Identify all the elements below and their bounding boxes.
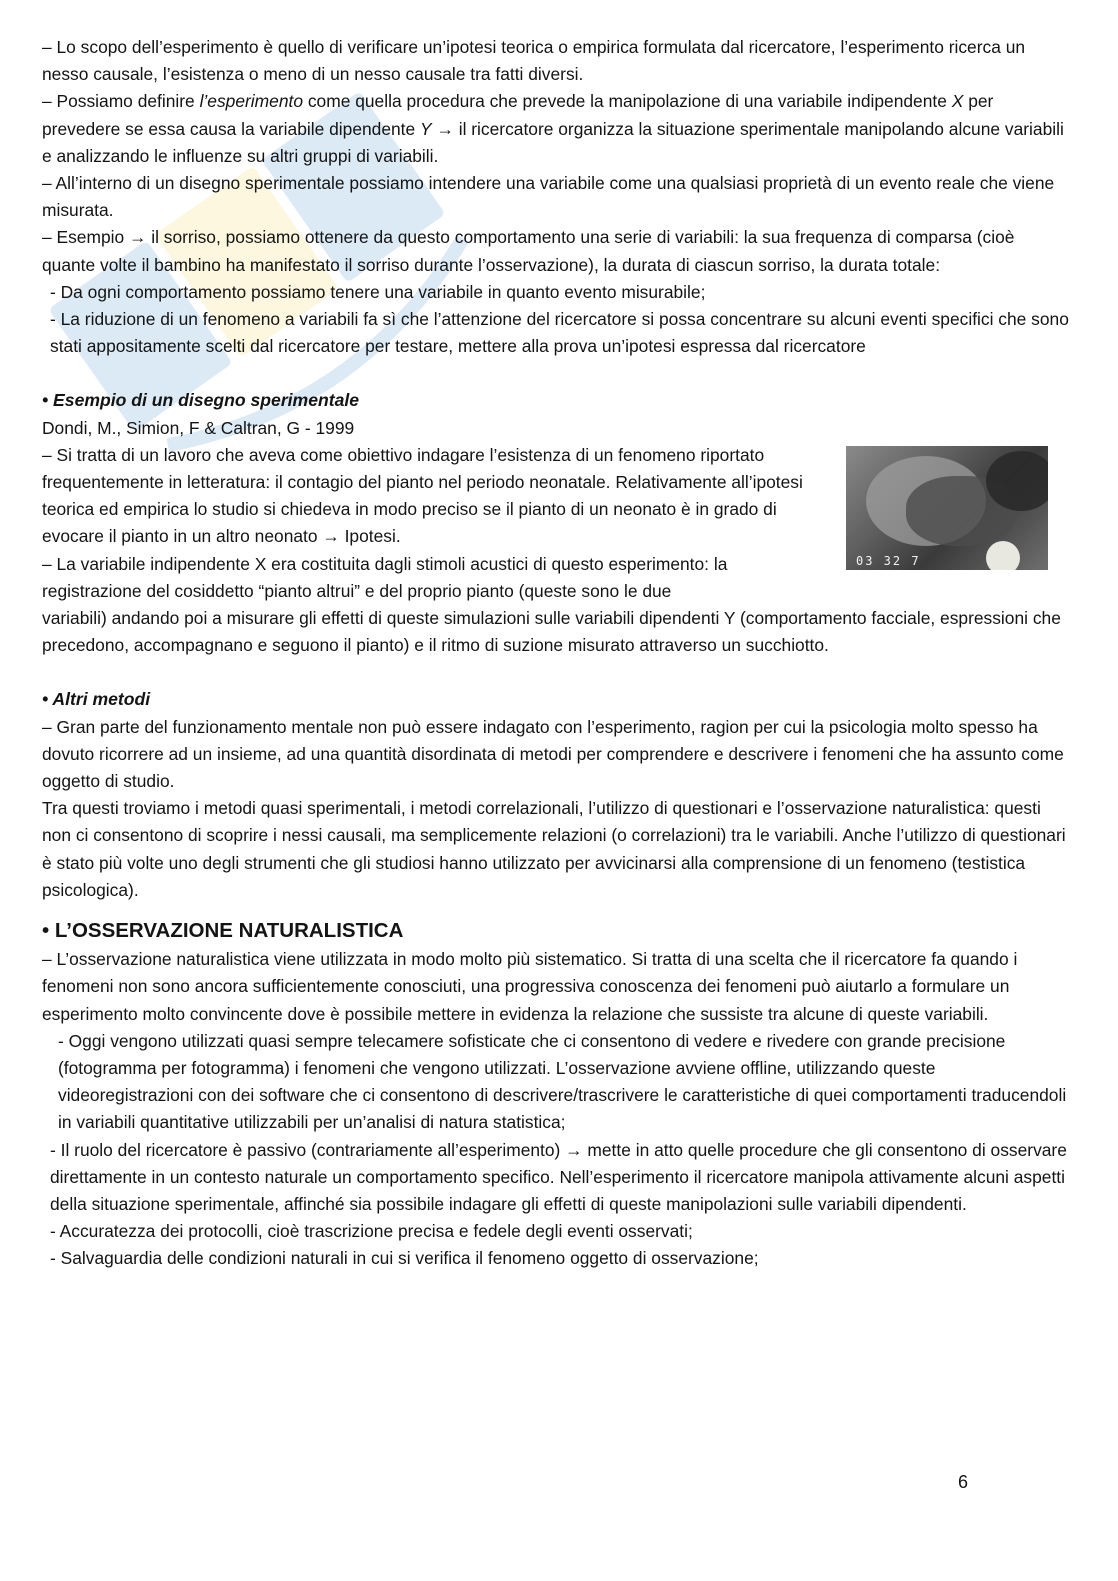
photo-timestamp: 03 32 7	[856, 553, 921, 568]
page-number: 6	[958, 1472, 969, 1492]
intro-paragraph-1: – Lo scopo dell’esperimento è quello di verificare un’ipotesi teorica o empirica formulata dal ricercatore, l’esperimento ricerca un nesso causale, l’esistenza o meno di un nesso causale tra fatti diversi.	[42, 37, 1026, 85]
observation-bullet-1: - Accuratezza dei protocolli, cioè trascrizione precisa e fedele degli eventi osservati;	[50, 1221, 693, 1242]
example-citation: Dondi, M., Simion, F & Caltran, G - 1999	[42, 417, 355, 438]
observation-paragraph-2: - Oggi vengono utilizzati quasi sempre telecamere sofisticate che ci consentono di vedere e rivedere con grande precisione (fotogramma per fotogramma) i fenomeni che vengono utilizzati. L’osservazione avviene offline, utilizzando queste videoregistrazioni con dei software che ci consentono di descrivere/trascrivere le caratteristiche di quei comportamenti traducendoli in variabili quantitative utilizzabili per un’analisi di natura statistica;	[58, 1030, 1067, 1133]
intro-bullet-1: - Da ogni comportamento possiamo tenere una variabile in quanto evento misurabile;	[50, 281, 706, 302]
section-title-example: • Esempio di un disegno sperimentale	[42, 390, 360, 411]
example-paragraph-2: – La variabile indipendente X era costituita dagli stimoli acustici di questo esperimento: la registrazione del cosiddetto “pianto altrui” e del proprio pianto (queste sono le due	[42, 553, 728, 601]
observation-bullet-2: - Salvaguardia delle condizioni naturali in cui si verifica il fenomeno oggetto di osservazione;	[50, 1248, 759, 1269]
example-paragraph-1: – Si tratta di un lavoro che aveva come obiettivo indagare l’esistenza di un fenomeno riportato frequentemente in letteratura: il contagio del pianto nel periodo neonatale. Relativamente all’ipotesi teorica ed empirica lo studio si chiedeva in modo preciso se il pianto di un neonato è in grado di evocare il pianto in un altro neonato → Ipotesi.	[42, 444, 803, 547]
section-title-methods: • Altri metodi	[42, 689, 151, 710]
intro-bullet-2: - La riduzione di un fenomeno a variabili fa sì che l’attenzione del ricercatore si possa concentrare su alcuni eventi specifici che sono stati appositamente scelti dal ricercatore per testare, mettere alla prova un’ipotesi espressa dal ricercatore	[50, 309, 1069, 357]
intro-paragraph-4: – Esempio → il sorriso, possiamo ottenere da questo comportamento una serie di variabili: la sua frequenza di comparsa (cioè quante volte il bambino ha manifestato il sorriso durante l’osservazione), la durata di ciascun sorriso, la durata totale:	[42, 227, 1015, 275]
observation-paragraph-3: - Il ruolo del ricercatore è passivo (contrariamente all’esperimento) → mette in atto quelle procedure che gli consentono di osservare direttamente in un contesto naturale un comportamento specifico. Nell’esperimento il ricercatore manipola attivamente alcuni aspetti della situazione sperimentale, affinché sia possibile indagare gli effetti di queste manipolazioni sulle variabili dipendenti.	[50, 1139, 1067, 1214]
methods-paragraph-1: – Gran parte del funzionamento mentale non può essere indagato con l’esperimento, ragion per cui la psicologia molto spesso ha dovuto ricorrere ad un insieme, ad una quantità disordinata di metodi per comprendere e descrivere i fenomeni che ha assunto come oggetto di studio.	[42, 716, 1064, 792]
intro-paragraph-3: – All’interno di un disegno sperimentale possiamo intendere una variabile come una qualsiasi proprietà di un evento reale che viene misurata.	[42, 173, 1055, 221]
example-paragraph-3: variabili) andando poi a misurare gli effetti di queste simulazioni sulle variabili dipendenti Y (comportamento facciale, espressioni che precedono, accompagnano e seguono il pianto) e il ritmo di suzione misurato attraverso un succhiotto.	[42, 608, 1061, 656]
section-title-observation: • L’OSSERVAZIONE NATURALISTICA	[42, 919, 404, 943]
methods-paragraph-2: Tra questi troviamo i metodi quasi sperimentali, i metodi correlazionali, l’utilizzo di questionari e l’osservazione naturalistica: questi non ci consentono di scoprire i nessi causali, ma semplicemente relazioni (o correlazioni) tra le variabili. Anche l’utilizzo di questionari è stato più volte uno degli strumenti che gli studiosi hanno utilizzato per avvicinarsi alla comprensione di un fenomeno (testistica psicologica).	[42, 798, 1066, 900]
document-page	[42, 34, 1072, 1273]
observation-paragraph-1: – L’osservazione naturalistica viene utilizzata in modo molto più sistematico. Si tratta di una scelta che il ricercatore fa quando i fenomeni non sono ancora sufficientemente conosciuti, una progressiva conoscenza dei fenomeni può aiutarlo a formulare un esperimento molto convincente dove è possibile mettere in evidenza la relazione che sussiste tra alcune di queste variabili.	[42, 949, 1018, 1024]
newborn-photo	[846, 446, 1048, 570]
intro-paragraph-2: – Possiamo definire l’esperimento come quella procedura che prevede la manipolazione di una variabile indipendente X per prevedere se essa causa la variabile dipendente Y → il ricercatore organizza la situazione sperimentale manipolando alcune variabili e analizzando le influenze su altri gruppi di variabili.	[42, 91, 1064, 166]
definition-term: l’esperimento	[199, 91, 303, 112]
